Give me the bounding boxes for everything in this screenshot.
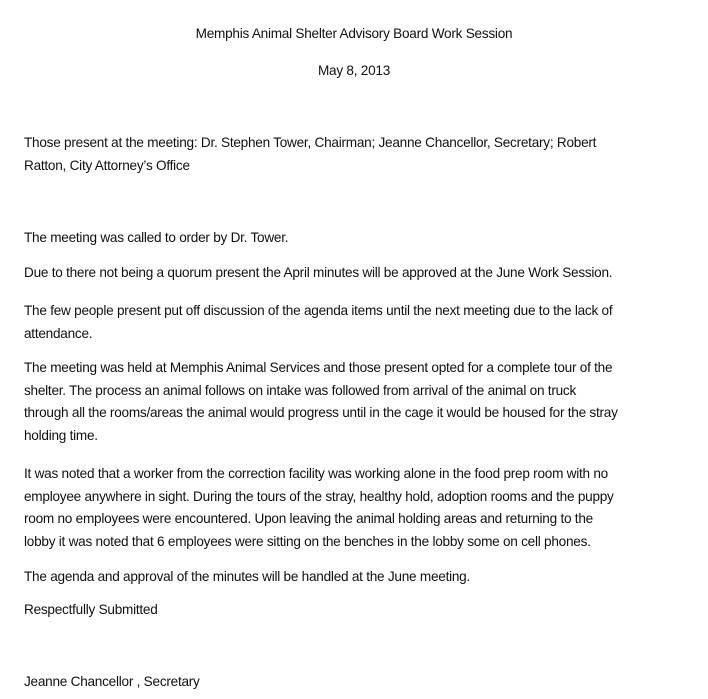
text-line: Due to there not being a quorum present the April minutes will be approved at the June Work Session.: [24, 265, 613, 280]
text-line: through all the rooms/areas the animal would progress until in the cage it would be housed for the stray: [24, 405, 618, 421]
observations-paragraph: [24, 463, 614, 553]
text-line: room no employees were encountered. Upon leaving the animal holding areas and returning to the: [24, 511, 593, 527]
text-line: The meeting was called to order by Dr. Tower.: [24, 230, 289, 245]
tour-paragraph: [24, 357, 618, 447]
text-line: The agenda and approval of the minutes will be handled at the June meeting.: [24, 569, 471, 584]
text-line: holding time.: [24, 427, 98, 443]
text-line: It was noted that a worker from the correction facility was working alone in the food prep room with no: [24, 466, 608, 481]
text-line: lobby it was noted that 6 employees were sitting on the benches in the lobby some on cell phones.: [24, 533, 591, 549]
text-line: Ratton, City Attorney’s Office: [24, 157, 190, 173]
text-line: The meeting was held at Memphis Animal Services and those present opted for a complete tour of the: [24, 360, 613, 375]
signature-line: [24, 671, 200, 694]
document-title: Memphis Animal Shelter Advisory Board Work Session: [195, 26, 513, 41]
text-line: The few people present put off discussion of the agenda items until the next meeting due to the lack of: [24, 303, 613, 318]
agenda-postponed-paragraph: [24, 300, 612, 345]
text-line: Respectfully Submitted: [24, 602, 158, 617]
attendees-paragraph: [24, 132, 596, 177]
text-line: employee anywhere in sight. During the tours of the stray, healthy hold, adoption rooms and the puppy: [24, 488, 614, 504]
closing-paragraph: [24, 566, 470, 589]
quorum-paragraph: [24, 262, 612, 285]
text-line: shelter. The process an animal follows on intake was followed from arrival of the animal on truck: [24, 382, 576, 398]
text-line: Those present at the meeting: Dr. Stephen Tower, Chairman; Jeanne Chancellor, Secretary; Robert: [24, 135, 597, 150]
text-line: attendance.: [24, 325, 93, 341]
sign-off: [24, 599, 158, 622]
call-to-order-paragraph: [24, 227, 288, 250]
text-line: Jeanne Chancellor , Secretary: [24, 674, 200, 689]
document-date: May 8, 2013: [317, 63, 391, 78]
